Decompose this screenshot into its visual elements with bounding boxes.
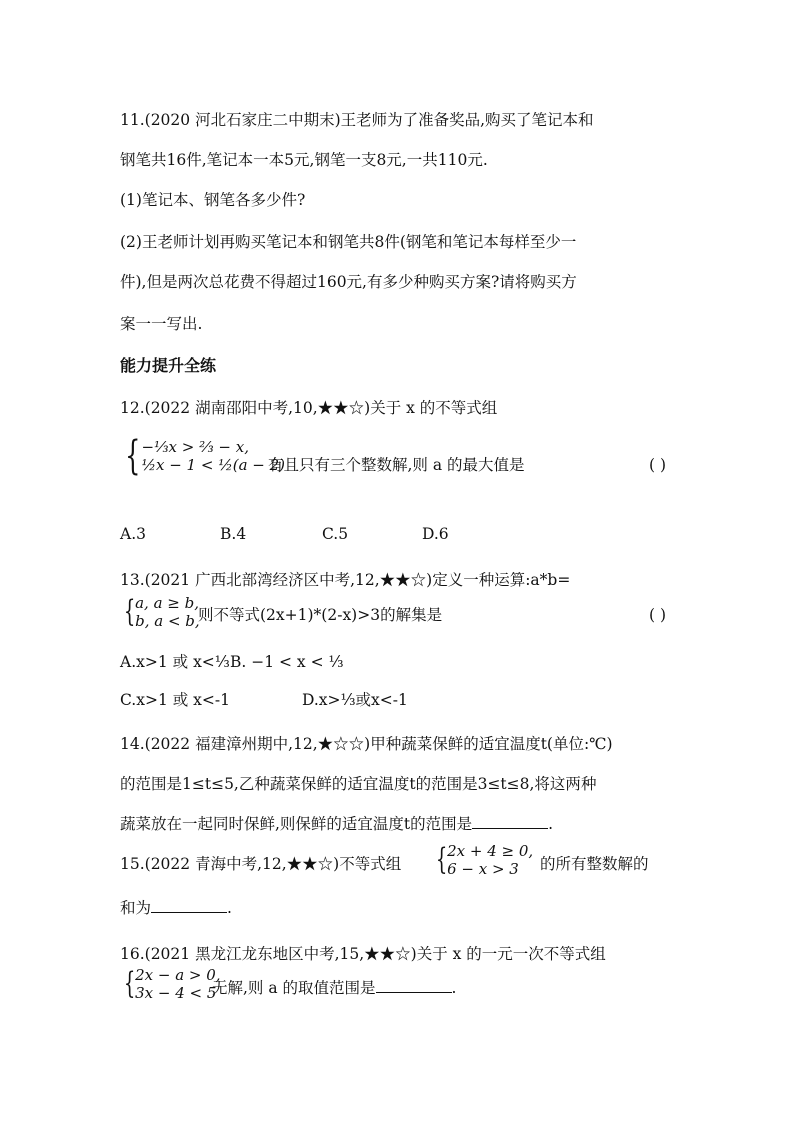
q13-tail-text: 则不等式(2x+1)*(2-x)>3的解集是 (198, 606, 443, 624)
q11-part-1: (1)笔记本、钢笔各多少件? (120, 191, 306, 209)
q15-line-2-end: . (227, 899, 232, 917)
left-brace: { (435, 842, 448, 877)
q14-line-3-end: . (548, 815, 554, 833)
q13-case-2: b, a < b, (135, 612, 200, 630)
q12-system-row-1: −⅓x > ⅔ − x, (141, 438, 249, 456)
q16-system-row-1: 2x − a > 0, (135, 966, 221, 984)
q15-answer-blank[interactable] (151, 898, 227, 913)
q16-answer-blank[interactable] (376, 978, 452, 993)
q11-line-1: 11.(2020 河北石家庄二中期末)王老师为了准备奖品,购买了笔记本和 (120, 111, 594, 129)
q12-tail-text: 有且只有三个整数解,则 a 的最大值是 (268, 456, 525, 474)
q16-system-row-2: 3x − 4 < 5 (135, 984, 217, 1002)
q16-tail-text: 无解,则 a 的取值范围是 (212, 979, 376, 997)
q11-part-2-line-3: 案一一写出. (120, 315, 203, 333)
q12-system-row-2: ½x − 1 < ½(a − 2) (141, 456, 286, 474)
q12-option-d: D.6 (422, 525, 449, 543)
q14-line-3-text: 蔬菜放在一起同时保鲜,则保鲜的适宜温度t的范围是 (120, 815, 473, 833)
q16-line-1: 16.(2021 黑龙江龙东地区中考,15,★★☆)关于 x 的一元一次不等式组 (120, 945, 606, 963)
section-title: 能力提升全练 (120, 356, 217, 375)
q15-inequality-system (432, 842, 533, 878)
q14-answer-blank[interactable] (472, 814, 548, 829)
q13-answer-paren: ( ) (648, 606, 666, 624)
q13-line-1: 13.(2021 广西北部湾经济区中考,12,★★☆)定义一种运算:a*b= (120, 571, 571, 589)
q16-tail (212, 978, 680, 998)
q11-part-2-line-1: (2)王老师计划再购买笔记本和钢笔共8件(钢笔和笔记本每样至少一 (120, 233, 577, 251)
q14-line-1: 14.(2022 福建漳州期中,12,★☆☆)甲种蔬菜保鲜的适宜温度t(单位:℃) (120, 735, 613, 753)
q12-line-1: 12.(2022 湖南邵阳中考,10,★★☆)关于 x 的不等式组 (120, 399, 498, 417)
q12-answer-paren: ( ) (648, 456, 666, 474)
q15-line-2-text: 和为 (120, 899, 152, 917)
q15-line-2 (120, 898, 680, 918)
q15-tail: 的所有整数解的 (540, 855, 649, 873)
q13-option-c: C.x>1 或 x<-1 (120, 691, 231, 709)
q11-part-2-line-2: 件),但是两次总花费不得超过160元,有多少种购买方案?请将购买方 (120, 273, 577, 291)
q12-option-b: B.4 (220, 525, 247, 543)
q15-head: 15.(2022 青海中考,12,★★☆)不等式组 (120, 855, 402, 873)
left-brace: { (125, 433, 141, 479)
q13-operation-definition (120, 594, 200, 630)
left-brace: { (123, 966, 136, 1001)
q15-system-row-1: 2x + 4 ≥ 0, (447, 842, 534, 860)
q13-case-1: a, a ≥ b, (135, 594, 199, 612)
q12-inequality-system (120, 433, 286, 479)
q11-line-2: 钢笔共16件,笔记本一本5元,钢笔一支8元,一共110元. (120, 151, 488, 169)
q12-option-c: C.5 (322, 525, 349, 543)
q13-option-b: B. −1 < x < ⅓ (230, 653, 344, 671)
q12-option-a: A.3 (120, 525, 146, 543)
q15-system-row-2: 6 − x > 3 (447, 860, 519, 878)
q12-tail (268, 455, 680, 475)
q16-inequality-system (120, 966, 221, 1002)
left-brace: { (123, 594, 136, 629)
q14-line-2: 的范围是1≤t≤5,乙种蔬菜保鲜的适宜温度t的范围是3≤t≤8,将这两种 (120, 775, 597, 793)
q13-tail (198, 605, 680, 625)
q13-option-a: A.x>1 或 x<⅓ (120, 653, 230, 671)
q13-option-d: D.x>⅓或x<-1 (302, 691, 408, 709)
q16-tail-end: . (451, 979, 457, 997)
q14-line-3 (120, 814, 680, 834)
